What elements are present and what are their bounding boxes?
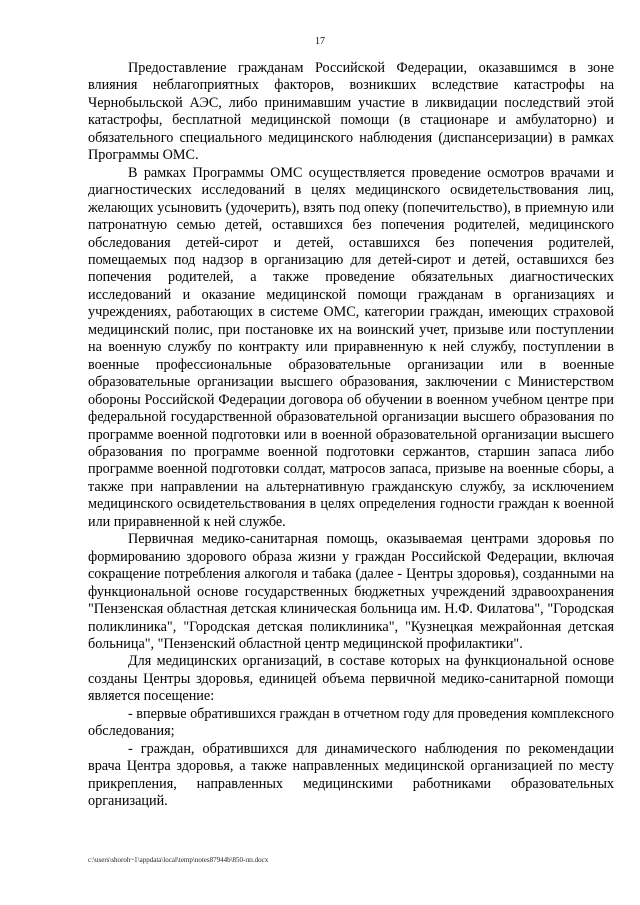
paragraph-health-centers: Первичная медико-санитарная помощь, оказываемая центрами здоровья по формированию здорового образа жизни у граждан Российской Федерации, включая сокращение потребления алкоголя и табака (далее - Центры здоровья), созданными на функциональной основе государственных бюджетных учреждений здравоохранения "Пензенская областная детская клиническая больница им. Н.Ф. Филатова", "Городская поликлиника", "Городская детская поликлиника", "Кузнецкая межрайонная детская больница", "Пензенский областной центр медицинской профилактики". — [88, 531, 614, 652]
footer-file-path: c:\users\shoroh~1\appdata\local\temp\notes87944b\850-пп.docx — [88, 856, 269, 864]
paragraph-chernobyl: Предоставление гражданам Российской Федерации, оказавшимся в зоне влияния неблагоприятных факторов, возникших вследствие катастрофы на Чернобыльской АЭС, либо принимавшим участие в ликвидации последствий этой катастрофы, бесплатной медицинской помощи (в стационаре и амбулаторно) и обязательного специального медицинского наблюдения (диспансеризации) в рамках Программы ОМС. — [88, 60, 614, 164]
paragraph-oms-examinations: В рамках Программы ОМС осуществляется проведение осмотров врачами и диагностических исследований в целях медицинского освидетельствования лиц, желающих усыновить (удочерить), взять под опеку (попечительство), в приемную или патронатную семью детей, оставшихся без попечения родителей, медицинского обследования детей-сирот и детей, оставшихся без попечения родителей, помещаемых под надзор в организацию для детей-сирот и детей, оставшихся без попечения родителей, а также проведение обязательных диагностических исследований и оказание медицинской помощи гражданам в организациях и учреждениях, работающих в системе ОМС, категории граждан, имеющих страховой медицинский полис, при постановке их на воинский учет, призыве или поступлении на военную службу по контракту или приравненную к ней службу, поступлении в военные профессиональные образовательные организации или в военные образовательные организации высшего образования, заключении с Министерством обороны Российской Федерации договора об обучении в военном учебном центре при федеральной государственной образовательной организации высшего образования по программе военной подготовки или в военной образовательной организации высшего образования по программе военной подготовки сержантов, старшин запаса либо программе военной подготовки солдат, матросов запаса, призыве на военные сборы, а также при направлении на альтернативную гражданскую службу, за исключением медицинского освидетельствования в целях определения годности граждан к военной или приравненной к ней службе. — [88, 164, 614, 530]
list-item-dynamic-observation: - граждан, обратившихся для динамического наблюдения по рекомендации врача Центра здоровья, а также направленных медицинской организацией по месту прикрепления, направленных медицинскими работниками образовательных организаций. — [88, 740, 614, 810]
page-number: 17 — [315, 36, 325, 47]
document-body — [88, 60, 614, 810]
paragraph-volume-unit: Для медицинских организаций, в составе которых на функциональной основе созданы Центры здоровья, единицей объема первичной медико-санитарной помощи является посещение: — [88, 653, 614, 705]
list-item-first-visit: - впервые обратившихся граждан в отчетном году для проведения комплексного обследования; — [88, 705, 614, 740]
